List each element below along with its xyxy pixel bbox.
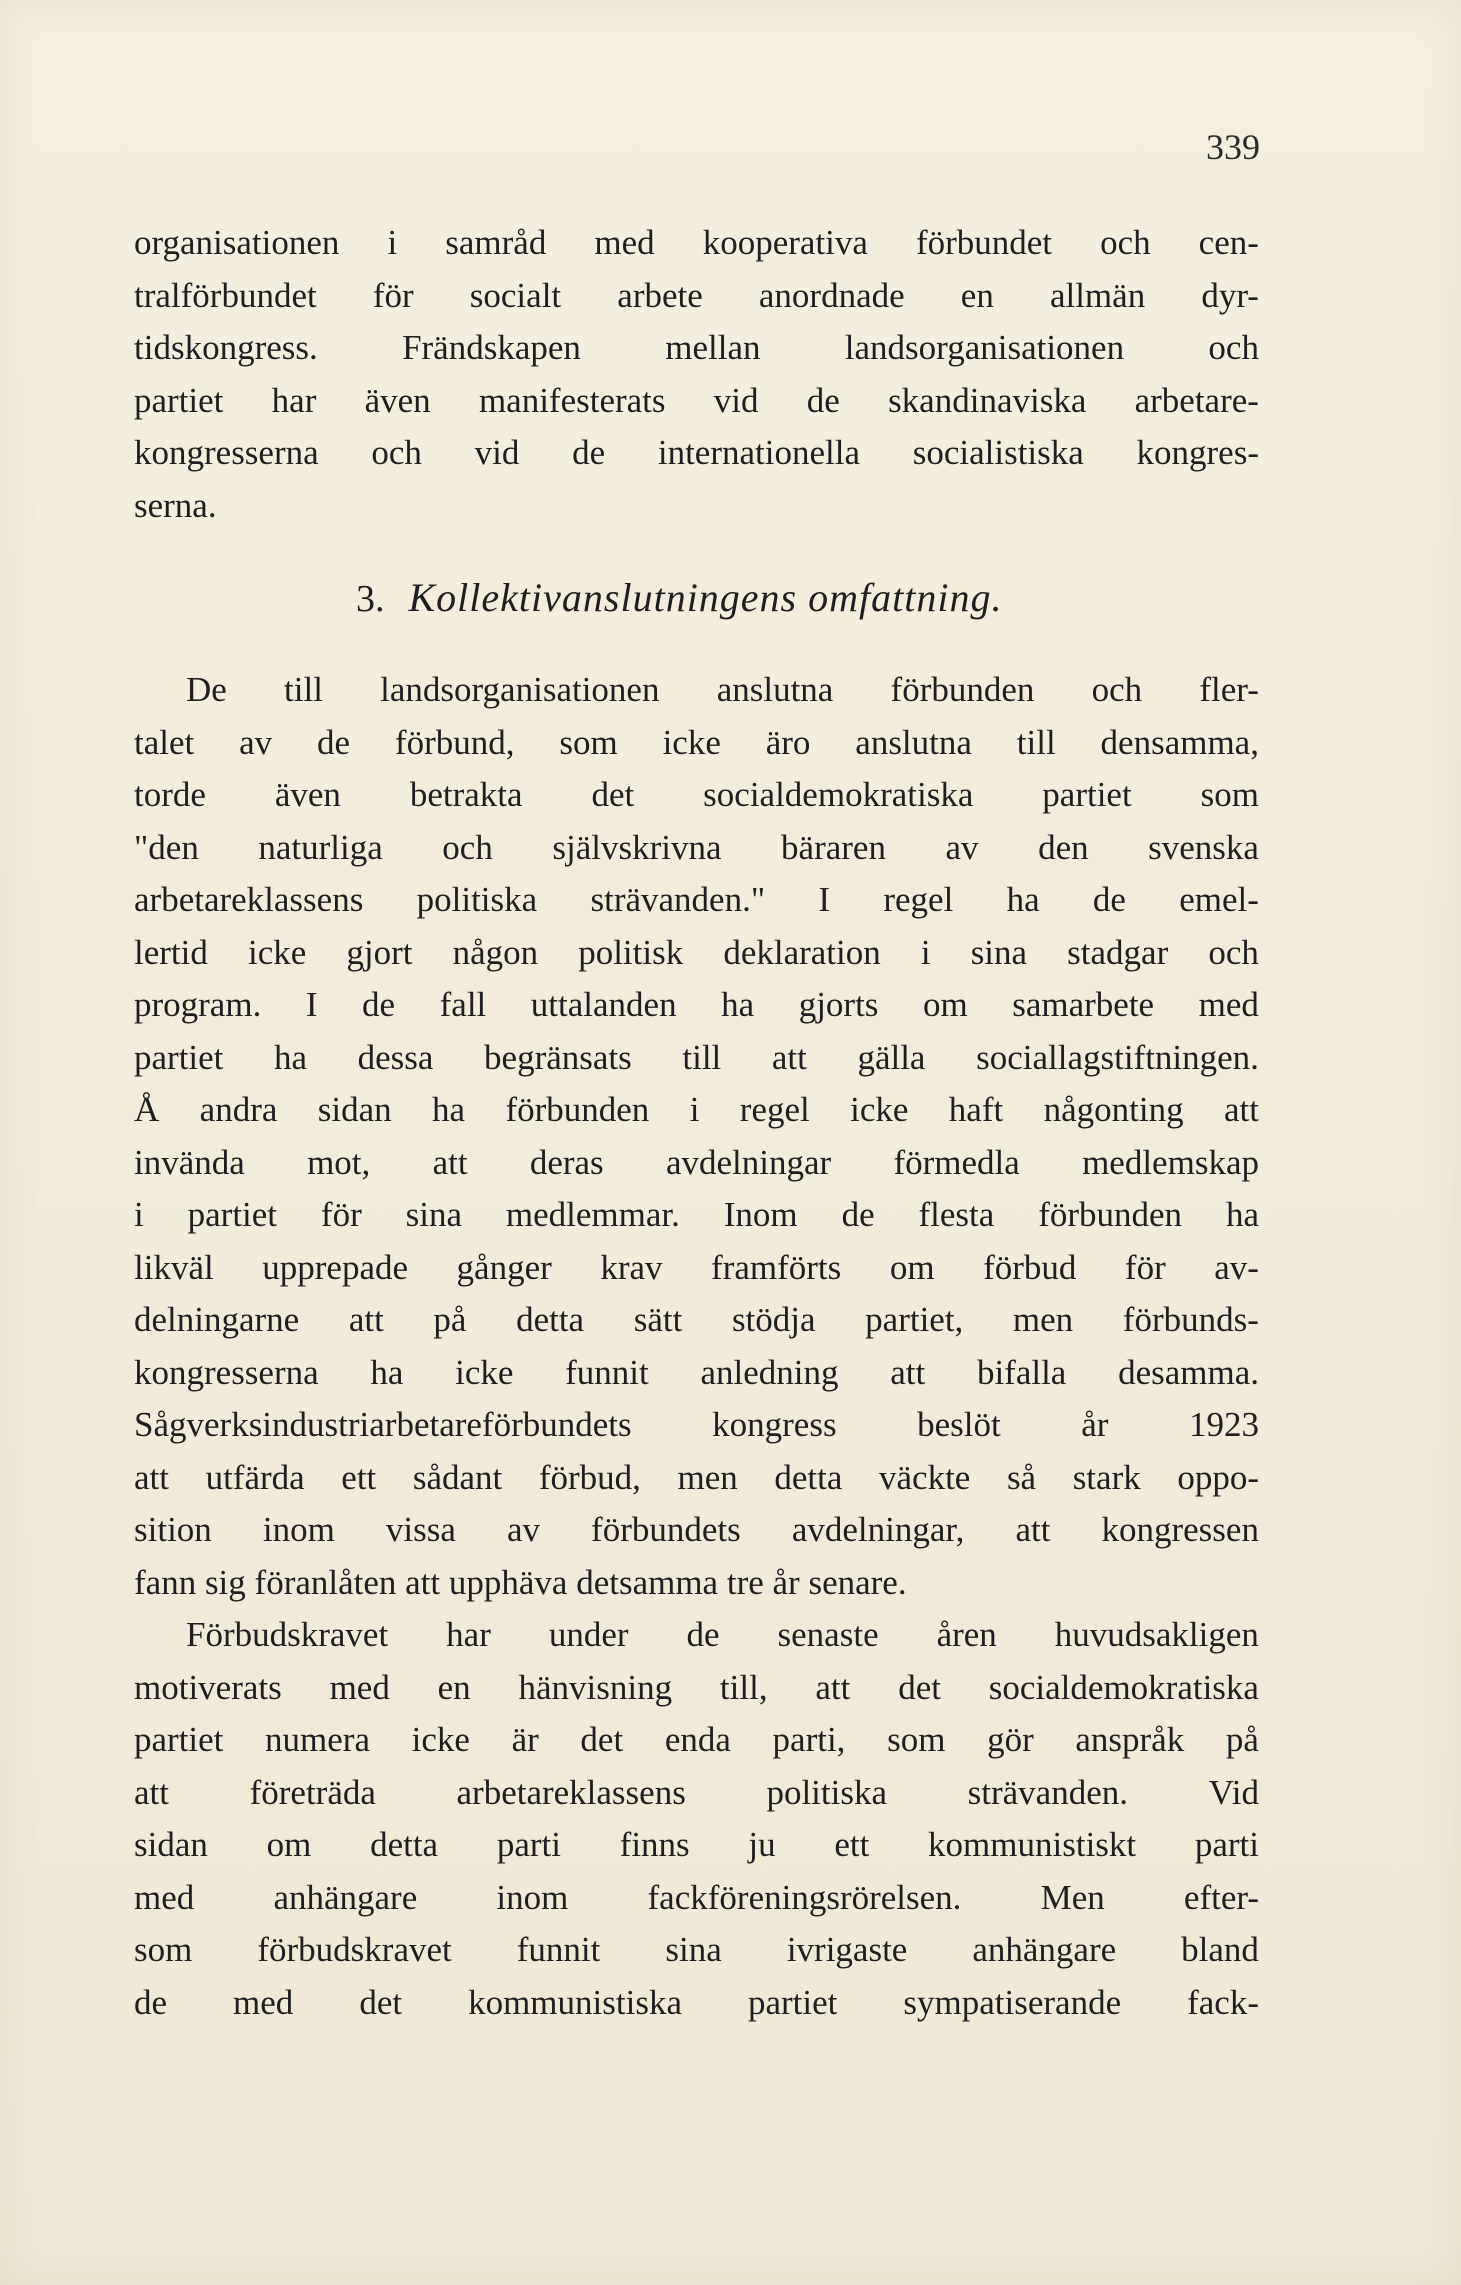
word: förbunden <box>1038 1195 1183 1234</box>
word: uttalanden <box>530 985 677 1024</box>
word: 1923 <box>1189 1405 1259 1444</box>
word: socialdemokratiska <box>988 1667 1259 1707</box>
word: ett <box>341 1457 377 1497</box>
word: allmän <box>1049 275 1146 315</box>
word: funnit <box>516 1930 601 1969</box>
word: att <box>134 1772 169 1812</box>
word: vid <box>474 433 520 472</box>
word: gånger <box>456 1247 552 1287</box>
word: sociallagstiftningen. <box>976 1037 1259 1077</box>
word: av <box>506 1510 540 1549</box>
word: ju <box>748 1825 776 1864</box>
word: regel <box>883 880 954 919</box>
word: avdelningar <box>665 1142 832 1182</box>
word: partiet <box>134 380 224 420</box>
word: dyr- <box>1201 275 1259 315</box>
word: med <box>1198 985 1259 1024</box>
word: Frändskapen <box>402 328 581 367</box>
word: förbunden <box>890 670 1035 709</box>
word: i <box>920 932 931 972</box>
word: att <box>1015 1510 1051 1549</box>
word: ha <box>432 1090 466 1129</box>
word: socialistiska <box>912 433 1084 472</box>
word: internationella <box>657 433 860 472</box>
word: kommunistiska <box>468 1982 682 2022</box>
word: beslöt <box>917 1405 1001 1444</box>
text-line <box>134 1924 1259 1977</box>
word: förbud, <box>538 1457 641 1497</box>
word: betrakta <box>409 775 523 814</box>
word: arbetareklassens <box>134 880 364 919</box>
page-number: 339 <box>1206 127 1260 167</box>
word: förbudskravet <box>257 1930 452 1969</box>
word: även <box>274 775 341 814</box>
word: partiet, <box>865 1300 964 1339</box>
word: förbund, <box>394 722 515 762</box>
word: I <box>305 985 318 1024</box>
word: Inom <box>723 1195 798 1234</box>
text-line <box>134 874 1259 927</box>
section-title: Kollektivanslutningens omfattning. <box>408 575 1003 620</box>
text-line <box>134 1767 1259 1820</box>
word: fler- <box>1199 670 1259 709</box>
word: detta <box>516 1300 585 1339</box>
word: kooperativa <box>702 223 868 262</box>
word: ha <box>1225 1195 1259 1234</box>
word: att <box>432 1142 468 1182</box>
text-line <box>134 822 1259 875</box>
word: stödja <box>731 1300 816 1339</box>
word: inom <box>496 1877 569 1917</box>
word: kongres- <box>1136 433 1259 472</box>
word: med <box>329 1667 390 1707</box>
word: tralförbundet <box>134 275 317 315</box>
text-line <box>134 717 1259 770</box>
word: förbunds- <box>1122 1300 1259 1339</box>
word: de <box>134 1982 168 2022</box>
word: De <box>186 670 227 709</box>
word: skandinaviska <box>888 380 1087 420</box>
text-line <box>134 1452 1259 1505</box>
text-line <box>134 664 1259 717</box>
word: med <box>594 223 655 262</box>
word: utfärda <box>205 1457 305 1497</box>
word: kommunistiskt <box>928 1825 1137 1864</box>
word: av- <box>1214 1247 1259 1287</box>
word: regel <box>739 1090 810 1129</box>
text-line <box>134 979 1259 1032</box>
word: strävanden." <box>590 880 766 919</box>
text-line <box>134 1872 1259 1925</box>
word: gälla <box>857 1037 926 1077</box>
text-line <box>134 1032 1259 1085</box>
text-line <box>134 1347 1259 1400</box>
text-line <box>134 270 1259 323</box>
word: i <box>134 1195 144 1234</box>
word: ha <box>721 985 755 1024</box>
word: förbunden <box>505 1090 650 1129</box>
word: att <box>771 1037 807 1077</box>
word: arbetareklassens <box>456 1772 686 1812</box>
word: att <box>134 1457 169 1497</box>
word: sina <box>970 932 1028 972</box>
word: lertid <box>134 932 208 972</box>
word: landsorganisationen <box>380 670 660 709</box>
word: för <box>320 1195 362 1234</box>
word: efter- <box>1183 1877 1259 1917</box>
word: organisationen <box>134 223 340 262</box>
word: begränsats <box>484 1037 632 1077</box>
word: gjorts <box>798 985 879 1024</box>
word: gör <box>987 1720 1034 1759</box>
word: socialt <box>469 275 562 315</box>
word: ha <box>1006 880 1040 919</box>
word: som <box>887 1720 946 1759</box>
word: program. <box>134 985 262 1024</box>
word: även <box>364 380 431 420</box>
word: mellan <box>665 328 761 367</box>
text-line <box>134 927 1259 980</box>
word: om <box>889 1247 935 1287</box>
text-line <box>134 375 1259 428</box>
text-line <box>134 1714 1259 1767</box>
word: i <box>689 1090 700 1129</box>
word: företräda <box>249 1772 376 1812</box>
word: att <box>348 1300 384 1339</box>
word: partiet <box>134 1037 224 1077</box>
word: har <box>271 380 317 420</box>
paragraph-1 <box>134 217 1259 532</box>
paragraph-2 <box>134 664 1259 1609</box>
word: sympatiserande <box>903 1982 1122 2022</box>
word: kongress <box>712 1405 837 1444</box>
word: politiska <box>416 880 538 919</box>
word: deras <box>529 1142 604 1182</box>
word: mot, <box>307 1142 371 1182</box>
word: i <box>387 223 398 262</box>
word: hänvisning <box>518 1667 673 1707</box>
word: förmedla <box>893 1142 1020 1182</box>
word: att <box>890 1352 926 1392</box>
word: desamma. <box>1118 1352 1259 1392</box>
word: manifesterats <box>478 380 666 420</box>
text-line <box>134 1294 1259 1347</box>
word: tidskongress. <box>134 328 318 367</box>
word: svenska <box>1148 827 1259 867</box>
word: och <box>442 827 493 867</box>
word: till <box>682 1037 722 1077</box>
word: talet <box>134 722 195 762</box>
word: som <box>134 1930 193 1969</box>
word: emel- <box>1179 880 1259 919</box>
word: numera <box>265 1720 370 1759</box>
text-line <box>134 1084 1259 1137</box>
word: I <box>818 880 831 919</box>
word: det <box>580 1720 624 1759</box>
word: framförts <box>711 1247 842 1287</box>
word: funnit <box>565 1352 649 1392</box>
word: som <box>559 722 618 762</box>
word: om <box>922 985 968 1024</box>
word: sina <box>405 1195 463 1234</box>
word: det <box>359 1982 403 2022</box>
word: under <box>548 1615 629 1654</box>
word: icke <box>411 1720 470 1759</box>
text-line <box>134 1504 1259 1557</box>
word: Å <box>134 1090 160 1129</box>
word: haft <box>948 1090 1004 1129</box>
word: Förbudskravet <box>186 1615 389 1654</box>
word: åren <box>936 1615 997 1654</box>
word: för <box>1124 1247 1166 1287</box>
word: "den <box>134 827 199 867</box>
word: landsorganisationen <box>844 328 1125 367</box>
text-line: serna. <box>134 485 217 525</box>
word: en <box>437 1667 471 1707</box>
word: oppo- <box>1177 1457 1259 1497</box>
word: icke <box>662 722 721 762</box>
word: bland <box>1181 1930 1259 1969</box>
word: de <box>686 1615 720 1654</box>
word: är <box>511 1720 539 1759</box>
word: Men <box>1040 1877 1105 1917</box>
word: att <box>1223 1090 1259 1129</box>
word: densamma, <box>1100 722 1259 762</box>
word: kongresserna <box>134 433 319 472</box>
word: har <box>446 1615 491 1654</box>
word: de <box>572 433 606 472</box>
word: sina <box>665 1930 722 1969</box>
word: och <box>1091 670 1143 709</box>
word: kongressen <box>1101 1510 1259 1549</box>
word: strävanden. <box>967 1772 1128 1812</box>
word: med <box>233 1982 294 2022</box>
word: gjort <box>346 932 413 972</box>
word: samråd <box>445 223 547 262</box>
word: icke <box>455 1352 514 1392</box>
word: förbundet <box>915 223 1053 262</box>
word: flesta <box>918 1195 995 1234</box>
word: parti <box>496 1825 561 1864</box>
word: sidan <box>134 1825 208 1864</box>
word: huvudsakligen <box>1054 1615 1259 1654</box>
text-line: fann sig föranlåten att upphäva detsamma tre år senare. <box>134 1562 907 1602</box>
word: den <box>1038 827 1089 867</box>
word: motiverats <box>134 1667 282 1707</box>
section-heading <box>356 566 1002 630</box>
word: icke <box>247 932 307 972</box>
word: arbete <box>617 275 703 315</box>
word: politiska <box>766 1772 888 1812</box>
word: ha <box>274 1037 308 1077</box>
word: anslutna <box>716 670 834 709</box>
word: och <box>1208 328 1259 367</box>
word: någonting <box>1043 1090 1184 1129</box>
word: delningarne <box>134 1300 300 1339</box>
word: till, <box>719 1667 768 1707</box>
word: om <box>266 1825 312 1864</box>
section-number: 3. <box>356 578 385 620</box>
word: partiet <box>747 1982 838 2022</box>
word: anhängare <box>273 1877 418 1917</box>
text-line <box>134 1819 1259 1872</box>
word: med <box>134 1877 195 1917</box>
word: en <box>960 275 994 315</box>
word: och <box>1208 932 1259 972</box>
word: detta <box>370 1825 439 1864</box>
word: krav <box>600 1247 663 1287</box>
text-line <box>134 1662 1259 1715</box>
word: inom <box>262 1510 335 1549</box>
text-line <box>134 217 1259 270</box>
word: för <box>372 275 414 315</box>
text-line <box>134 1399 1259 1452</box>
word: bäraren <box>781 827 886 867</box>
word: andra <box>199 1090 278 1129</box>
word: likväl <box>134 1247 214 1287</box>
word: som <box>1200 775 1259 814</box>
word: partiet <box>134 1720 224 1759</box>
word: sition <box>134 1510 212 1549</box>
word: Sågverksindustriarbetareförbundets <box>134 1405 632 1444</box>
word: anhängare <box>972 1930 1117 1969</box>
word: så <box>1006 1457 1037 1497</box>
word: arbetare- <box>1134 380 1259 420</box>
word: icke <box>850 1090 909 1129</box>
word: någon <box>452 932 539 972</box>
word: av <box>239 722 273 762</box>
word: men <box>677 1457 738 1497</box>
word: anslutna <box>855 722 972 762</box>
word: deklaration <box>723 932 881 972</box>
word: anspråk <box>1075 1720 1185 1759</box>
word: anledning <box>700 1352 839 1392</box>
text-line <box>134 1189 1259 1242</box>
word: till <box>1016 722 1056 762</box>
word: torde <box>134 775 206 814</box>
word: finns <box>619 1825 690 1864</box>
word: ivrigaste <box>786 1930 908 1969</box>
word: på <box>433 1300 467 1339</box>
text-line <box>134 769 1259 822</box>
word: det <box>898 1667 941 1707</box>
word: parti <box>1194 1825 1259 1864</box>
word: enda <box>664 1720 731 1759</box>
word: de <box>1092 880 1126 919</box>
word: till <box>284 670 323 709</box>
text-line <box>134 1609 1259 1662</box>
word: medlemskap <box>1082 1142 1259 1182</box>
word: naturliga <box>258 827 383 867</box>
word: parti, <box>772 1720 846 1759</box>
text-line <box>134 1137 1259 1190</box>
word: sätt <box>633 1300 683 1339</box>
word: invända <box>134 1142 245 1182</box>
word: förbud <box>983 1247 1077 1287</box>
word: förbundets <box>591 1510 741 1549</box>
word: sidan <box>317 1090 392 1129</box>
word: de <box>317 722 351 762</box>
word: ett <box>834 1825 870 1864</box>
paragraph-3 <box>134 1609 1259 2029</box>
word: detta <box>774 1457 843 1497</box>
word: men <box>1012 1300 1074 1339</box>
word: avdelningar, <box>791 1510 965 1549</box>
word: medlemmar. <box>505 1195 680 1234</box>
word: år <box>1081 1405 1109 1444</box>
text-line <box>134 1977 1259 2030</box>
word: senaste <box>777 1615 879 1654</box>
word: partiet <box>187 1195 278 1234</box>
word: självskrivna <box>552 827 722 867</box>
word: och <box>1100 223 1151 262</box>
word: cen- <box>1198 223 1259 262</box>
word: på <box>1225 1720 1259 1759</box>
word: stark <box>1072 1457 1141 1497</box>
word: fall <box>439 985 487 1024</box>
word: bifalla <box>976 1352 1067 1392</box>
word: och <box>371 433 422 472</box>
word: att <box>815 1667 851 1707</box>
word: äro <box>765 722 811 762</box>
word: ha <box>370 1352 404 1392</box>
word: dessa <box>357 1037 434 1077</box>
word: fack- <box>1187 1982 1259 2022</box>
word: de <box>362 985 396 1024</box>
word: de <box>841 1195 875 1234</box>
word: sådant <box>412 1457 503 1497</box>
word: av <box>945 827 979 867</box>
word: stadgar <box>1067 932 1169 972</box>
word: vissa <box>385 1510 456 1549</box>
word: Vid <box>1208 1772 1259 1812</box>
word: kongresserna <box>134 1352 319 1392</box>
word: väckte <box>879 1457 971 1497</box>
word: fackföreningsrörelsen. <box>647 1877 962 1917</box>
word: politisk <box>578 932 684 972</box>
text-line <box>134 322 1259 375</box>
word: socialdemokratiska <box>703 775 974 814</box>
text-line <box>134 427 1259 480</box>
text-line <box>134 1242 1259 1295</box>
word: de <box>806 380 840 420</box>
word: vid <box>713 380 759 420</box>
word: partiet <box>1042 775 1132 814</box>
word: det <box>591 775 635 814</box>
word: upprepade <box>262 1247 409 1287</box>
word: anordnade <box>758 275 905 315</box>
word: samarbete <box>1012 985 1155 1024</box>
